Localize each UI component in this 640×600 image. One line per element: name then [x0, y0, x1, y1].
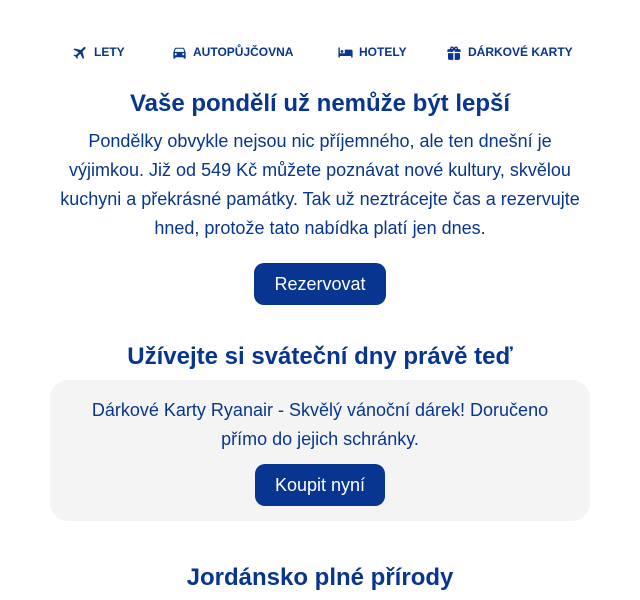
bed-icon — [336, 43, 354, 61]
buy-now-button[interactable]: Koupit nyní — [255, 464, 385, 506]
nav-item-car-rental[interactable] — [170, 42, 293, 62]
car-icon — [170, 43, 188, 61]
holidays-heading: Užívejte si sváteční dny právě teď — [127, 343, 513, 370]
nav-item-flights[interactable] — [71, 42, 125, 62]
gift-card-panel — [50, 380, 590, 521]
nav-item-gift-cards[interactable] — [445, 42, 573, 62]
monday-heading: Vaše pondělí už nemůže být lepší — [129, 90, 511, 117]
monday-description: Pondělky obvykle nejsou nic příjemného, ale ten dnešní je výjimkou. Již od 549 Kč můžete poznávat nové kultury, skvělou kuchyni a překrásné památky. Tak už neztrácejte čas a rezervujte hned, protože tato nabídka platí jen dnes. — [60, 131, 580, 238]
nav-item-label: DÁRKOVÉ KARTY — [468, 45, 573, 59]
gift-card-description: Dárkové Karty Ryanair - Skvělý vánoční dárek! Doručeno přímo do jejich schránky. — [91, 400, 549, 449]
nav-item-hotels[interactable] — [336, 42, 407, 62]
gift-icon — [445, 43, 463, 61]
jordan-heading: Jordánsko plné přírody — [186, 564, 454, 591]
reserve-button[interactable]: Rezervovat — [254, 263, 386, 305]
nav-item-label: AUTOPŮJČOVNA — [193, 45, 294, 59]
nav-item-label: HOTELY — [359, 45, 407, 59]
nav-item-label: LETY — [94, 45, 125, 59]
top-navigation — [0, 42, 640, 62]
airplane-icon — [71, 43, 89, 61]
